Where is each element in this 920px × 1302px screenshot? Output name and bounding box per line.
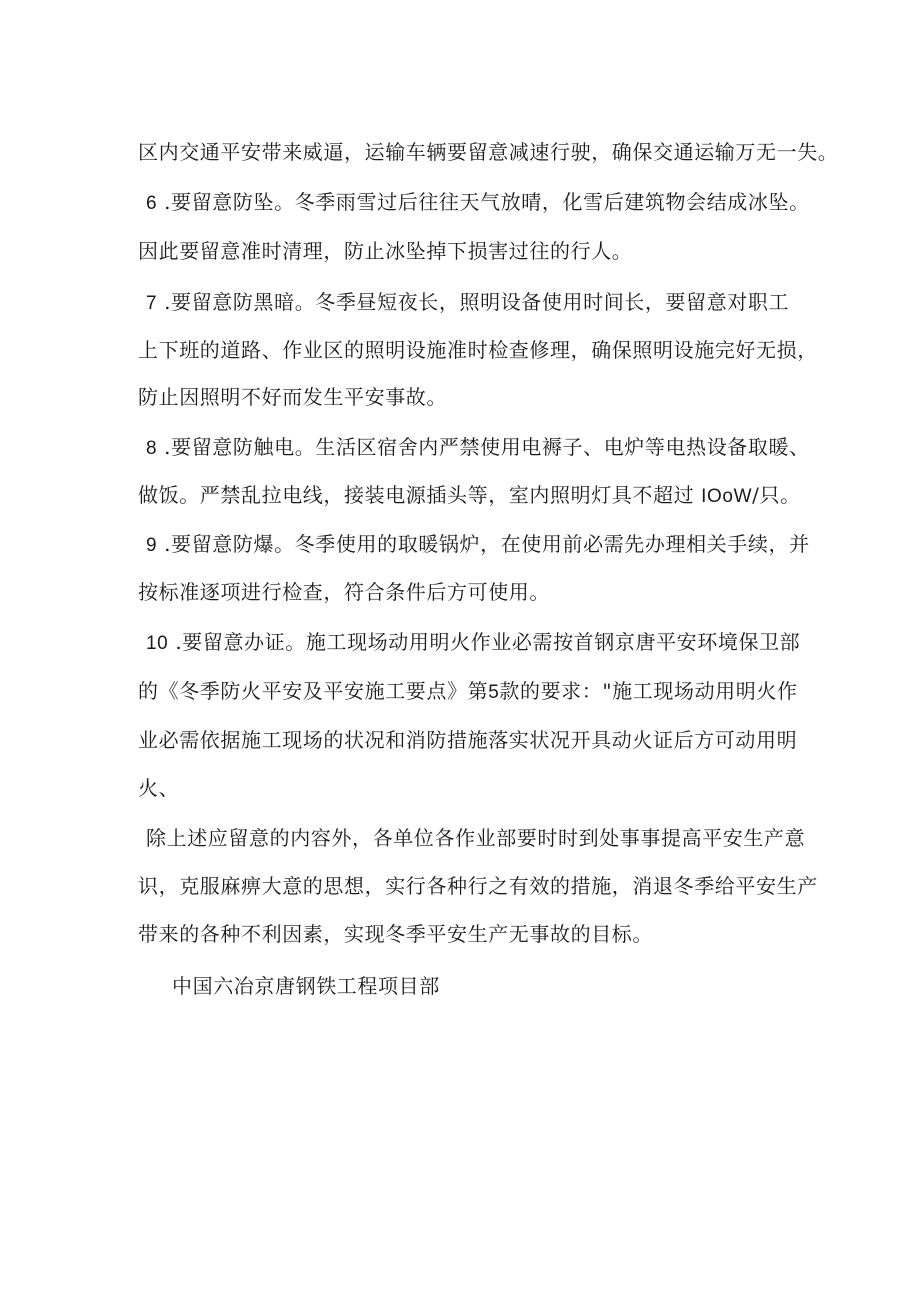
signature: 中国六冶京唐钢铁工程项目部 [172,974,440,998]
power-unit: /只。 [752,483,801,507]
conclusion-start: 除上述应留意的内容外，各单位各作业部要时时到处事事提高平安生产意 [146,826,806,850]
paragraph-line: 因此要留意准时清理，防止冰坠掉下损害过往的行人。 [138,239,633,263]
paragraph-line: 带来的各种不利因素，实现冬季平安生产无事故的目标。 [138,922,653,946]
paragraph-line: 识，克服麻痹大意的思想，实行各种行之有效的措施，消退冬季给平安生产 [138,874,818,898]
paragraph-line: 区内交通平安带来威逼，运输车辆要留意减速行驶，确保交通运输万无一失。 [138,140,839,164]
paragraph-line: 火、 [138,776,180,800]
paragraph-line [138,481,801,511]
item-text: .要留意防坠。冬季雨雪过后往往天气放晴，化雪后建筑物会结成冰坠。 [164,190,810,214]
list-item-9 [146,530,810,560]
item-number: 10 [146,633,169,654]
line-text: 的《冬季防火平安及平安施工要点》第 [138,679,489,703]
item-number: 9 [146,535,158,556]
list-item-7 [146,288,789,318]
paragraph-line: 按标准逐项进行检查，符合条件后方可使用。 [138,580,550,604]
item-text: .要留意办证。施工现场动用明火作业必需按首钢京唐平安环境保卫部 [175,630,801,654]
clause-text: 款的要求："施工现场动用明火作 [499,679,798,703]
line-text: 做饭。严禁乱拉电线，接装电源插头等，室内照明灯具不超过 [138,483,695,507]
item-text: .要留意防黑暗。冬季昼短夜长，照明设备使用时间长，要留意对职工 [164,290,790,314]
list-item-6 [146,188,810,218]
paragraph-line: 上下班的道路、作业区的照明设施准时检查修理，确保照明设施完好无损， [138,338,818,362]
clause-number: 5 [488,682,500,703]
item-text: .要留意防爆。冬季使用的取暖锅炉，在使用前必需先办理相关手续，并 [164,532,810,556]
item-number: 8 [146,438,158,459]
paragraph-line: 业必需依据施工现场的状况和消防措施落实状况开具动火证后方可动用明 [138,728,798,752]
item-text: .要留意防触电。生活区宿舍内严禁使用电褥子、电炉等电热设备取暖、 [164,435,810,459]
list-item-8 [146,433,810,463]
paragraph-line: 防止因照明不好而发生平安事故。 [138,385,447,409]
item-number: 7 [146,293,158,314]
paragraph-line [138,677,798,707]
list-item-10 [146,628,800,658]
power-limit: IOoW [701,486,753,507]
item-number: 6 [146,193,158,214]
